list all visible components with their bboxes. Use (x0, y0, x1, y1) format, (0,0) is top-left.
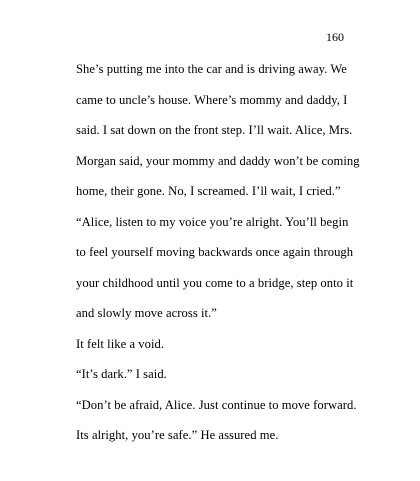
body-text (76, 62, 376, 459)
text-line: “Alice, listen to my voice you’re alright. You’ll begin (76, 214, 349, 229)
text-line: It felt like a void. (76, 336, 165, 351)
text-line: said. I sat down on the front step. I’ll wait. Alice, Mrs. (76, 123, 353, 137)
text-line: your childhood until you come to a bridge, step onto it (76, 275, 354, 290)
text-line: Its alright, you’re safe.” He assured me. (76, 428, 279, 442)
text-line: Morgan said, your mommy and daddy won’t be coming (76, 153, 360, 168)
page-number: 160 (326, 30, 344, 44)
text-line: came to uncle’s house. Where’s mommy and daddy, I (76, 92, 348, 107)
text-line: to feel yourself moving backwards once again through (76, 245, 354, 259)
text-line: “Don’t be afraid, Alice. Just continue to move forward. (76, 397, 357, 412)
text-line: “It’s dark.” I said. (76, 367, 167, 381)
text-line: and slowly move across it.” (76, 306, 217, 320)
text-line: home, their gone. No, I screamed. I’ll wait, I cried.” (76, 184, 341, 198)
text-line: She’s putting me into the car and is driving away. We (76, 62, 347, 76)
